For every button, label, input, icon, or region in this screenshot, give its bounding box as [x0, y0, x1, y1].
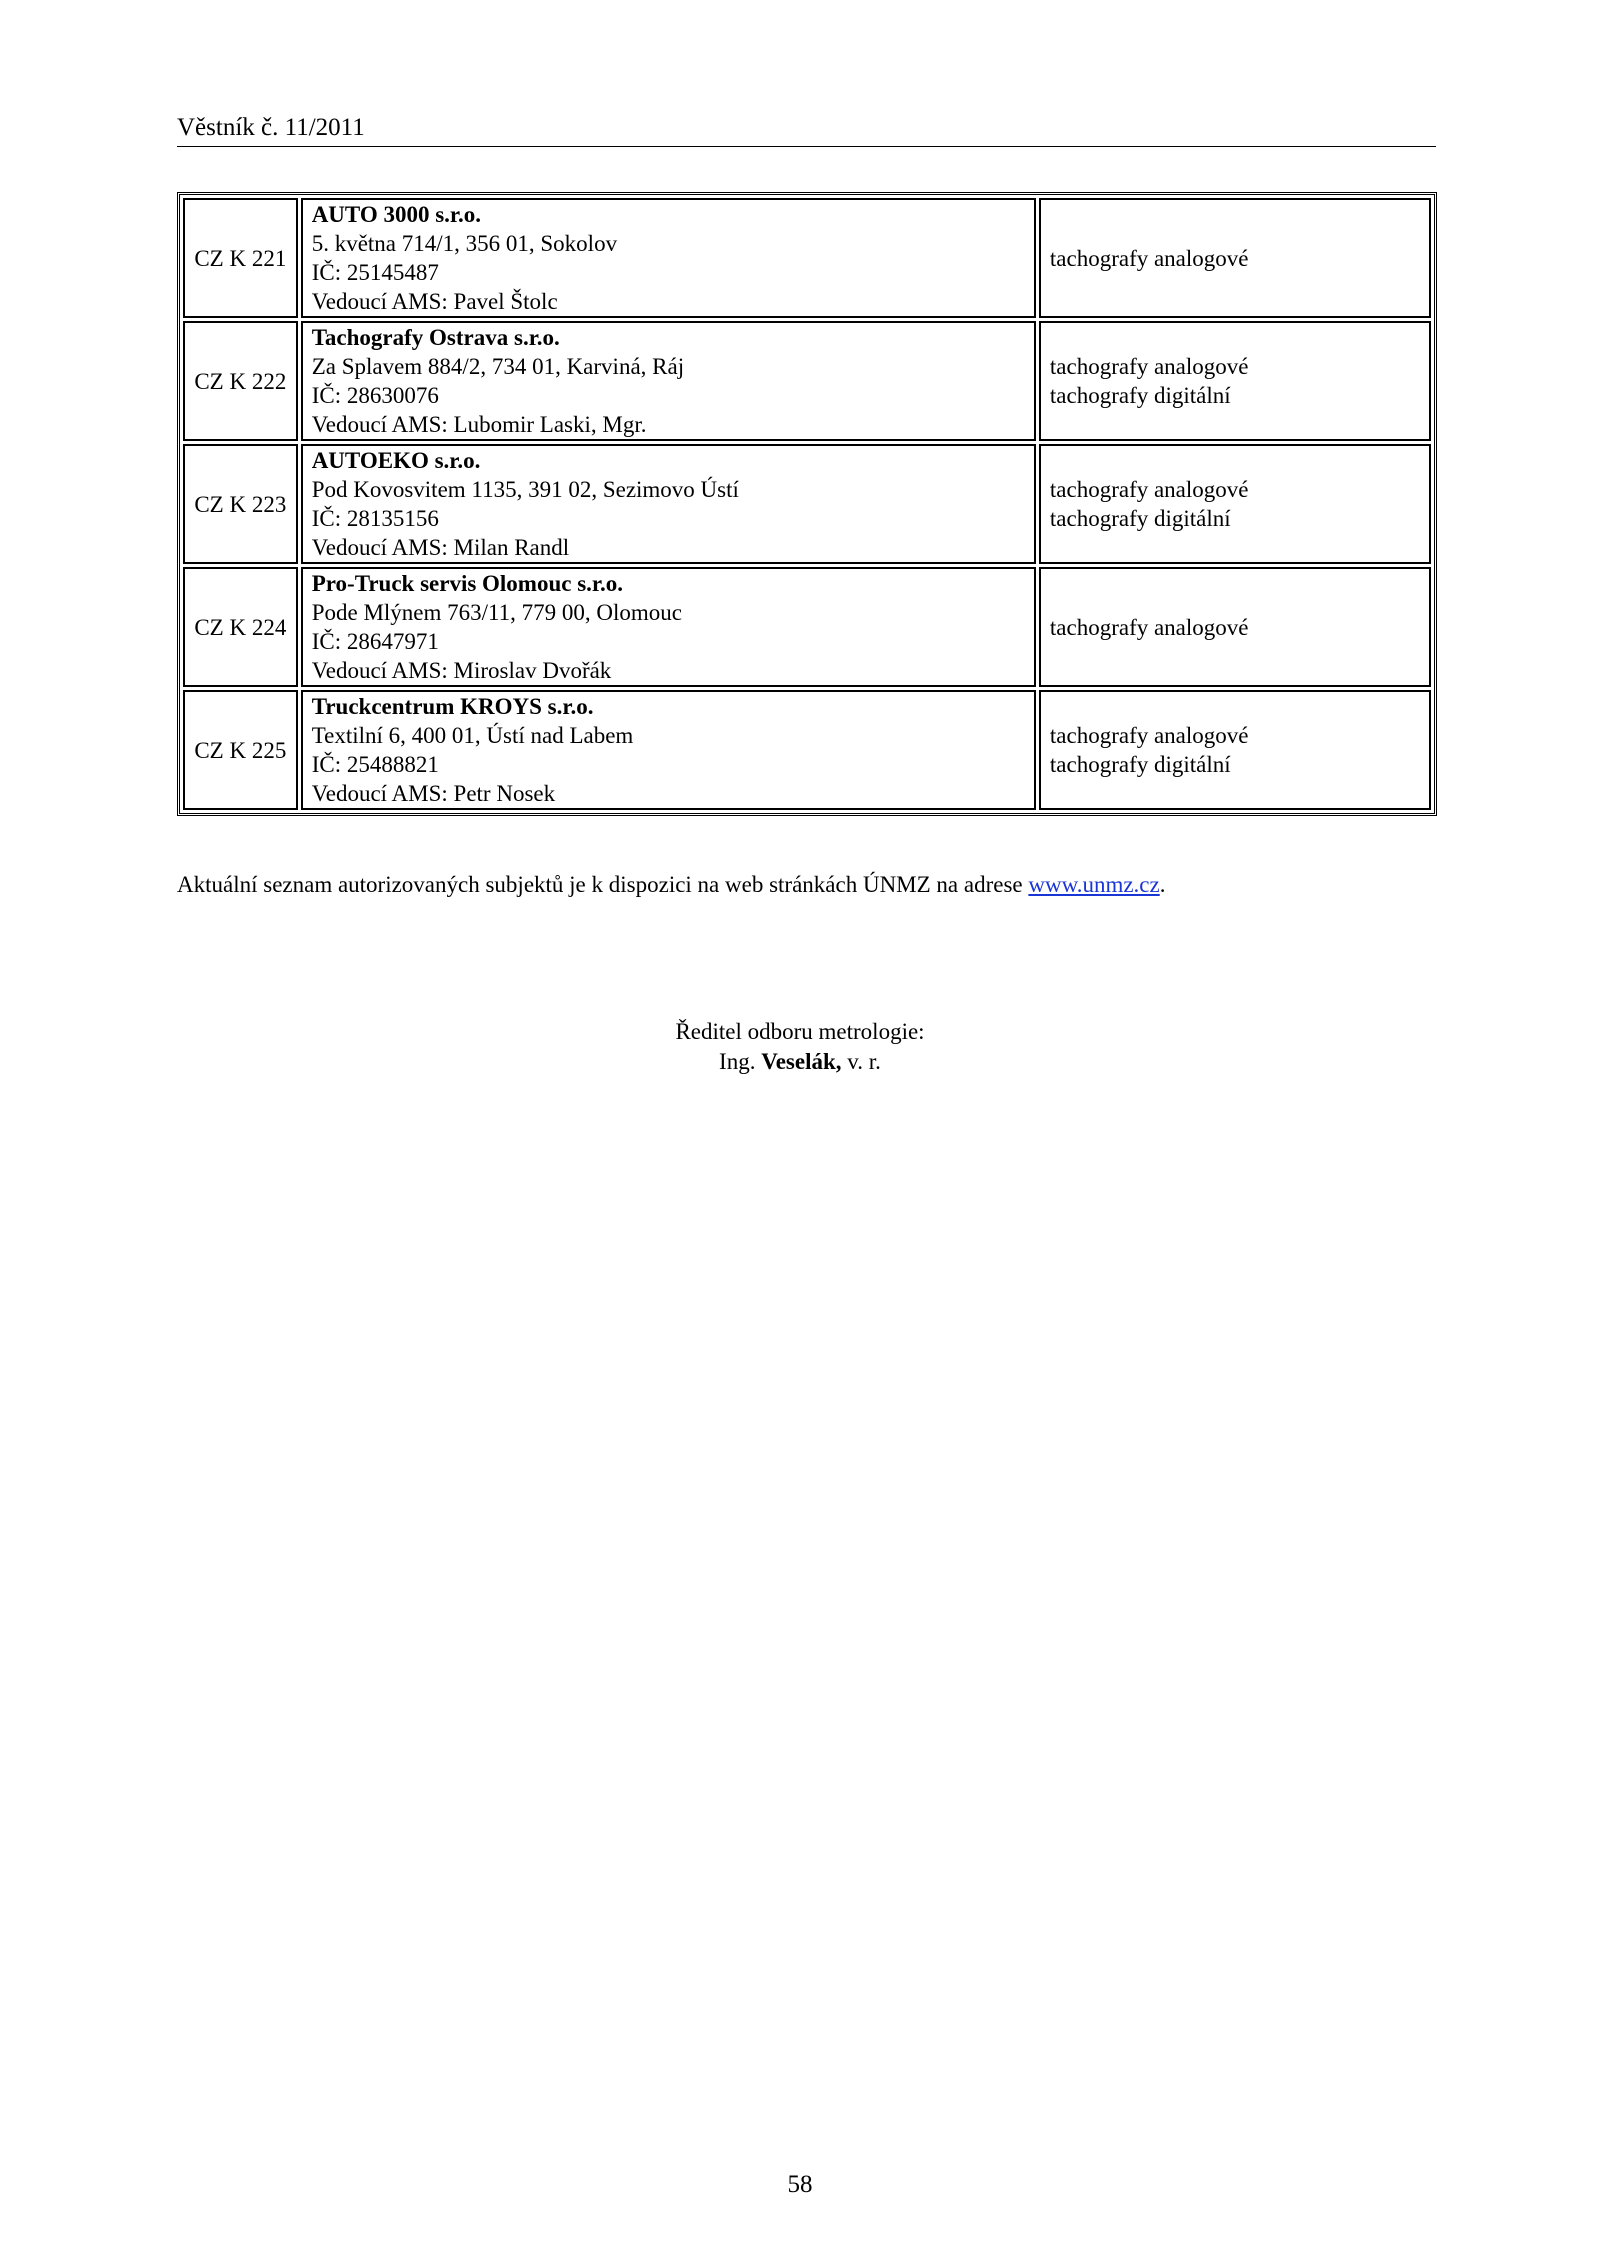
- entity-manager: Vedoucí AMS: Milan Randl: [311, 535, 570, 560]
- entity-code: CZ K 224: [183, 567, 298, 687]
- entity-scope: [1039, 198, 1431, 318]
- entity-code: CZ K 221: [183, 198, 298, 318]
- entity-manager: Vedoucí AMS: Lubomir Laski, Mgr.: [311, 412, 647, 437]
- entity-address: Textilní 6, 400 01, Ústí nad Labem: [311, 723, 634, 748]
- note-text: Aktuální seznam autorizovaných subjektů je k dispozici na web stránkách ÚNMZ na adrese: [177, 872, 1029, 897]
- entity-details: [301, 321, 1036, 441]
- scope-item: tachografy digitální: [1049, 383, 1231, 408]
- scope-item: tachografy digitální: [1049, 752, 1231, 777]
- entity-ic: IČ: 28135156: [311, 506, 439, 531]
- scope-item: tachografy analogové: [1049, 354, 1249, 379]
- entity-scope: [1039, 321, 1431, 441]
- signatory-surname: Veselák,: [761, 1049, 842, 1074]
- entity-details: [301, 198, 1036, 318]
- table-row: [183, 321, 1431, 441]
- entity-scope: [1039, 567, 1431, 687]
- note-end: .: [1159, 872, 1166, 897]
- entity-address: Pode Mlýnem 763/11, 779 00, Olomouc: [311, 600, 683, 625]
- page-header: [177, 110, 1436, 147]
- page-number: 58: [787, 2171, 813, 2198]
- entity-name: Pro-Truck servis Olomouc s.r.o.: [311, 571, 624, 596]
- entity-details: [301, 567, 1036, 687]
- entity-manager: Vedoucí AMS: Miroslav Dvořák: [311, 658, 612, 683]
- entity-ic: IČ: 25145487: [311, 260, 439, 285]
- unmz-website-link[interactable]: www.unmz.cz: [1028, 872, 1160, 897]
- entity-address: Za Splavem 884/2, 734 01, Karviná, Ráj: [311, 354, 685, 379]
- scope-item: tachografy analogové: [1049, 614, 1249, 640]
- entity-name: AUTO 3000 s.r.o.: [311, 202, 482, 227]
- entity-name: AUTOEKO s.r.o.: [311, 448, 481, 473]
- entity-details: [301, 444, 1036, 564]
- table-row: [183, 567, 1431, 687]
- signatory-role: Ředitel odboru metrologie:: [675, 1019, 925, 1044]
- table-row: [183, 690, 1431, 810]
- availability-note: [177, 871, 1165, 899]
- scope-item: tachografy digitální: [1049, 506, 1231, 531]
- signatory-name: [0, 1047, 1600, 1077]
- bulletin-title: Věstník č. 11/2011: [177, 114, 365, 141]
- entity-ic: IČ: 25488821: [311, 752, 439, 777]
- entity-name: Truckcentrum KROYS s.r.o.: [311, 694, 594, 719]
- signatory-title: Ing.: [719, 1049, 762, 1074]
- entity-manager: Vedoucí AMS: Pavel Štolc: [311, 289, 558, 314]
- entity-manager: Vedoucí AMS: Petr Nosek: [311, 781, 556, 806]
- scope-item: tachografy analogové: [1049, 477, 1249, 502]
- signatory-suffix: v. r.: [841, 1049, 881, 1074]
- entity-code: CZ K 225: [183, 690, 298, 810]
- scope-item: tachografy analogové: [1049, 723, 1249, 748]
- entity-ic: IČ: 28647971: [311, 629, 439, 654]
- entity-address: Pod Kovosvitem 1135, 391 02, Sezimovo Ústí: [311, 477, 739, 502]
- entity-scope: [1039, 690, 1431, 810]
- entity-name: Tachografy Ostrava s.r.o.: [311, 325, 560, 350]
- table-row: [183, 444, 1431, 564]
- scope-item: tachografy analogové: [1049, 245, 1249, 271]
- entity-code: CZ K 223: [183, 444, 298, 564]
- entity-address: 5. května 714/1, 356 01, Sokolov: [311, 231, 618, 256]
- signature-block: [0, 1017, 1600, 1077]
- authorized-entities-table: [177, 192, 1437, 816]
- entity-details: [301, 690, 1036, 810]
- entity-code: CZ K 222: [183, 321, 298, 441]
- entity-ic: IČ: 28630076: [311, 383, 439, 408]
- entity-scope: [1039, 444, 1431, 564]
- table-row: [183, 198, 1431, 318]
